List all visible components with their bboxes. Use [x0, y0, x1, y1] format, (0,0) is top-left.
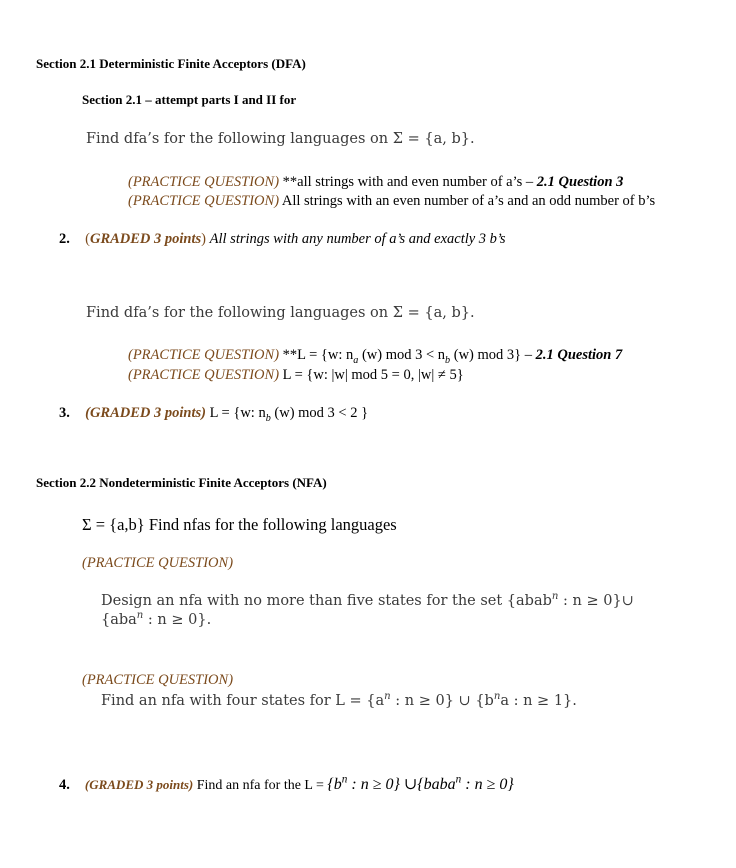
question-text: All strings with an even number of a’s and an odd number of b’s — [279, 193, 656, 209]
practice-label: (PRACTICE QUESTION) — [128, 193, 280, 209]
practice-label: (PRACTICE QUESTION) — [128, 367, 280, 383]
practice-question-5-line2: {aba$^n$ : n ≥ 0}. — [101, 610, 212, 628]
nfa-intro: Σ = {a,b} Find nfas for the following languages — [82, 515, 397, 534]
practice-label: (PRACTICE QUESTION) — [82, 672, 234, 688]
practice-question-6: Find an nfa with four states for $L = \{a^n$ : n ≥ 0} ∪ {$b^na$ : n ≥ 1}. — [101, 691, 577, 709]
question-number: 3. — [59, 405, 70, 421]
graded-question-4: 4. (GRADED 3 points) Find an nfa for the $L = \{b^n$ : n ≥ 0} ∪{baba$^n$ : n ≥ 0} — [59, 773, 514, 793]
question-reference: 2.1 Question 3 — [536, 174, 624, 190]
dfa-intro-2: Find dfa’s for the following languages on Σ = {a, b}. — [86, 305, 475, 321]
dfa-intro-1: Find dfa’s for the following languages on Σ = {a, b}. — [86, 131, 475, 147]
practice-label: (PRACTICE QUESTION) — [82, 555, 234, 571]
practice-question-2 — [128, 193, 655, 210]
math-expression: {$b^n$ : n ≥ 0} ∪{baba$^n$ : n ≥ 0} — [327, 773, 514, 793]
section-2-1-attempt-note: Section 2.1 – attempt parts I and II for — [82, 92, 297, 107]
practice-question-4 — [128, 367, 464, 384]
practice-label: (PRACTICE QUESTION) — [128, 174, 280, 190]
question-number: 2. — [59, 231, 70, 247]
section-2-1-heading: Section 2.1 Deterministic Finite Acceptors (DFA) — [36, 56, 306, 71]
practice-label: (PRACTICE QUESTION) — [128, 347, 280, 363]
question-text: All strings with any number of a’s and exactly 3 b’s — [209, 231, 506, 247]
question-text: **all strings with and even number of a’s – — [279, 174, 537, 190]
graded-label: (GRADED 3 points) — [84, 777, 194, 792]
question-text: L = {w: |w| mod 5 = 0, |w| ≠ 5} — [279, 367, 464, 383]
question-number: 4. — [59, 777, 70, 793]
graded-label: GRADED 3 points — [89, 231, 202, 247]
section-2-2-heading: Section 2.2 Nondeterministic Finite Acceptors (NFA) — [36, 475, 327, 490]
practice-question-1 — [128, 174, 623, 191]
graded-label: (GRADED 3 points) — [85, 405, 206, 421]
practice-question-3: (PRACTICE QUESTION) **L = {w: $n_a$ (w) mod $3 < n_b$ (w) mod 3} – 2.1 Question 7 — [128, 347, 623, 366]
practice-question-5-line1: Design an nfa with no more than five states for the set {abab$^n$ : n ≥ 0}∪ — [101, 591, 634, 609]
question-reference: 2.1 Question 7 — [535, 347, 623, 363]
graded-question-3: 3. (GRADED 3 points) L = {w: $n_b$ (w) mod 3 < 2 } — [59, 405, 369, 424]
graded-question-2: 2. (GRADED 3 points) All strings with any number of a’s and exactly 3 b’s — [59, 231, 506, 247]
